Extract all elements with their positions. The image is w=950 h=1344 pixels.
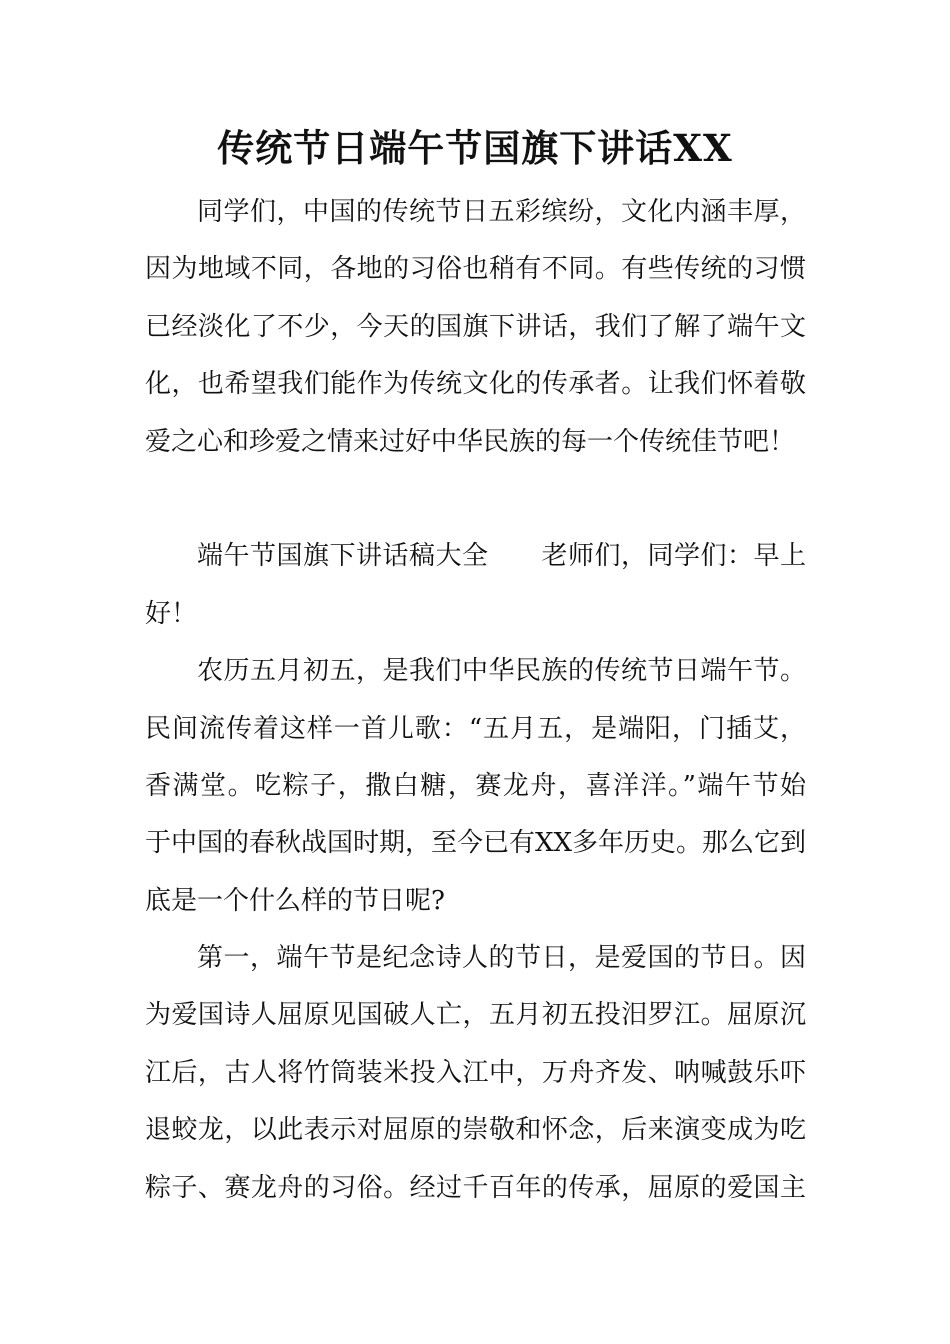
text-line: 化，也希望我们能作为传统文化的传承者。让我们怀着敬 bbox=[145, 369, 806, 400]
text-line: 香满堂。吃粽子，撒白糖，赛龙舟，喜洋洋。”端午节始 bbox=[145, 770, 806, 801]
text-line: 退蛟龙，以此表示对屈原的崇敬和怀念，后来演变成为吃 bbox=[145, 1115, 806, 1146]
text-line: 同学们，中国的传统节日五彩缤纷，文化内涵丰厚， bbox=[197, 197, 806, 227]
text-line: 已经淡化了不少，今天的国旗下讲话，我们了解了端午文 bbox=[145, 311, 806, 342]
text-line: 底是一个什么样的节日呢? bbox=[145, 885, 445, 916]
text-line: 江后，古人将竹筒装米投入江中，万舟齐发、呐喊鼓乐吓 bbox=[145, 1057, 806, 1088]
paragraph bbox=[145, 528, 806, 643]
text-line: 粽子、赛龙舟的习俗。经过千百年的传承，屈原的爱国主 bbox=[145, 1172, 806, 1203]
text-line: 爱之心和珍爱之情来过好中华民族的每一个传统佳节吧！ bbox=[145, 426, 796, 457]
text-line: 端午节国旗下讲话稿大全 老师们，同学们：早上 bbox=[197, 541, 806, 572]
blank-line bbox=[145, 471, 806, 528]
text-line: 民间流传着这样一首儿歌：“五月五，是端阳，门插艾， bbox=[145, 713, 806, 744]
paragraph bbox=[145, 930, 806, 1217]
text-line: 因为地域不同，各地的习俗也稍有不同。有些传统的习惯 bbox=[145, 254, 806, 285]
text-line: 好！ bbox=[145, 598, 198, 629]
text-line: 第一，端午节是纪念诗人的节日，是爱国的节日。因 bbox=[197, 943, 806, 974]
text-line: 为爱国诗人屈原见国破人亡，五月初五投汨罗江。屈原沉 bbox=[145, 1000, 806, 1031]
text-line: 农历五月初五，是我们中华民族的传统节日端午节。 bbox=[197, 656, 806, 687]
paragraph bbox=[145, 184, 806, 471]
paragraph bbox=[145, 643, 806, 930]
document-body bbox=[145, 184, 806, 1217]
document-title: 传统节日端午节国旗下讲话XX bbox=[217, 126, 733, 170]
text-line: 于中国的春秋战国时期，至今已有XX多年历史。那么它到 bbox=[145, 828, 807, 859]
